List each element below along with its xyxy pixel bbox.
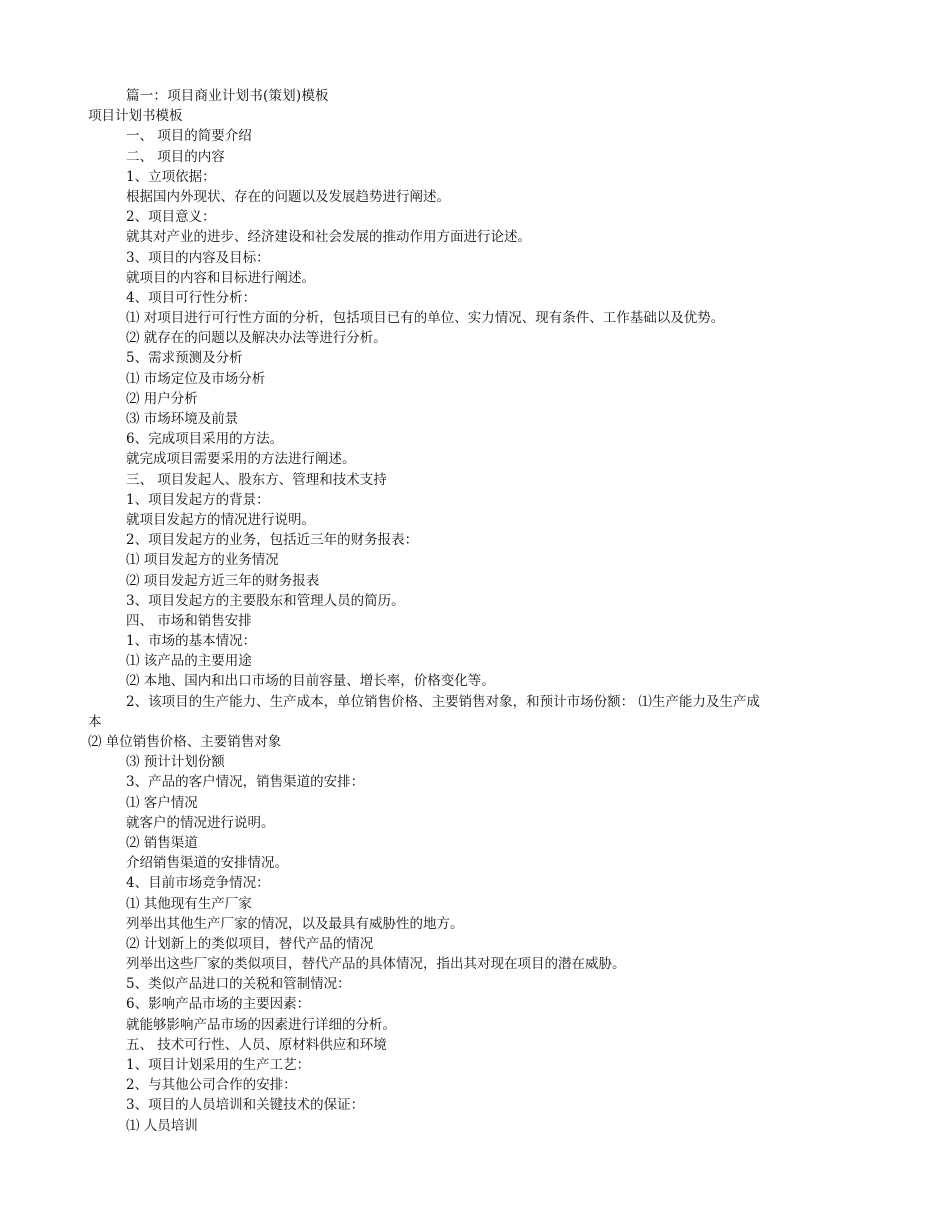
text-line: ⑴ 对项目进行可行性方面的分析，包括项目已有的单位、实力情况、现有条件、工作基础以及优势。 <box>126 310 725 327</box>
text-line: 3、项目发起方的主要股东和管理人员的简历。 <box>126 592 405 609</box>
text-line: 3、项目的人员培训和关键技术的保证： <box>126 1097 365 1114</box>
text-line: ⑴ 该产品的主要用途 <box>126 653 252 670</box>
text-line: 就项目发起方的情况进行说明。 <box>126 511 315 528</box>
text-line: ⑴ 人员培训 <box>126 1117 198 1134</box>
text-line: 6、影响产品市场的主要因素： <box>126 996 311 1013</box>
text-line: 就能够影响产品市场的因素进行详细的分析。 <box>126 1016 396 1033</box>
text-line: 5、需求预测及分析 <box>126 350 243 367</box>
text-line: 介绍销售渠道的安排情况。 <box>126 855 288 872</box>
text-line: 1、立项依据： <box>126 168 216 185</box>
document-page <box>88 86 868 1136</box>
text-line: 1、项目计划采用的生产工艺： <box>126 1057 311 1073</box>
text-line: 五、 技术可行性、人员、原材料供应和环境 <box>126 1036 387 1053</box>
text-line: 2、与其他公司合作的安排： <box>126 1077 297 1094</box>
text-line: 项目计划书模板 <box>88 108 183 125</box>
text-line: ⑵ 就存在的问题以及解决办法等进行分析。 <box>126 330 387 347</box>
text-line: 1、项目发起方的背景： <box>126 491 270 508</box>
text-line: 4、目前市场竞争情况： <box>126 875 270 892</box>
text-line: 列举出其他生产厂家的情况，以及最具有威胁性的地方。 <box>126 915 464 932</box>
text-line: ⑴ 其他现有生产厂家 <box>126 895 252 912</box>
text-line: 2、项目发起方的业务，包括近三年的财务报表： <box>126 532 419 549</box>
text-line: ⑵ 用户分析 <box>126 390 198 407</box>
text-line: 就其对产业的进步、经济建设和社会发展的推动作用方面进行论述。 <box>126 229 531 246</box>
text-line: 3、产品的客户情况，销售渠道的安排： <box>126 774 365 791</box>
text-line: 就项目的内容和目标进行阐述。 <box>126 269 315 286</box>
text-line: 1、市场的基本情况： <box>126 633 257 650</box>
text-line: ⑶ 市场环境及前景 <box>126 411 239 427</box>
text-line: ⑵ 项目发起方近三年的财务报表 <box>126 572 320 589</box>
text-line: 6、完成项目采用的方法。 <box>126 431 284 448</box>
text-line: 就完成项目需要采用的方法进行阐述。 <box>126 451 356 468</box>
text-line: 2、项目意义： <box>126 209 216 226</box>
text-line: ⑵ 计划新上的类似项目，替代产品的情况 <box>126 935 374 952</box>
text-line: 5、类似产品进口的关税和管制情况： <box>126 976 351 993</box>
text-line: ⑵ 销售渠道 <box>126 834 198 851</box>
text-line: 二、 项目的内容 <box>126 148 225 165</box>
text-line: ⑶ 预计计划份额 <box>126 754 225 771</box>
text-line: ⑴ 项目发起方的业务情况 <box>126 552 279 569</box>
text-line: ⑴ 客户情况 <box>126 794 198 811</box>
text-line: 本 <box>88 713 102 730</box>
text-line: 三、 项目发起人、股东方、管理和技术支持 <box>126 471 387 488</box>
text-line: 2、该项目的生产能力、生产成本，单位销售价格、主要销售对象，和预计市场份额： ⑴生产能力及生产成 <box>126 693 760 710</box>
text-line: ⑵ 本地、国内和出口市场的目前容量、增长率，价格变化等。 <box>126 673 495 690</box>
text-line: 3、项目的内容及目标： <box>126 249 270 266</box>
text-line: ⑴ 市场定位及市场分析 <box>126 370 266 387</box>
text-line: ⑵ 单位销售价格、主要销售对象 <box>88 734 282 750</box>
text-line: 一、 项目的简要介绍 <box>126 128 252 145</box>
text-line: 根据国内外现状、存在的问题以及发展趋势进行阐述。 <box>126 188 450 205</box>
text-line: 就客户的情况进行说明。 <box>126 814 275 831</box>
text-line: 4、项目可行性分析： <box>126 289 257 306</box>
text-line: 列举出这些厂家的类似项目，替代产品的具体情况，指出其对现在项目的潜在威胁。 <box>126 956 626 973</box>
text-line: 四、 市场和销售安排 <box>126 612 252 629</box>
document-title: 篇一：项目商业计划书(策划)模板 <box>126 88 329 104</box>
